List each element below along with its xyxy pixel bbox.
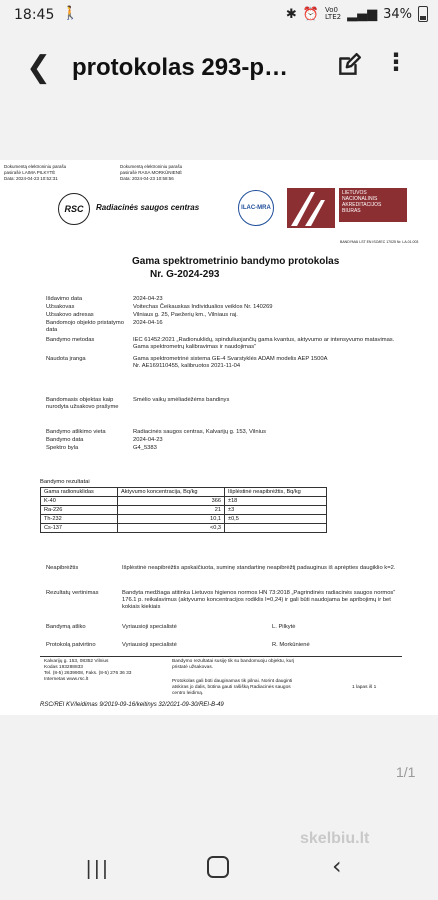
field-value: 2024-04-23 <box>133 296 163 302</box>
column-header: Išplėstinė neapibrėžtis, Bq/kg <box>225 488 327 497</box>
field-label: Bandomojo objekto pristatymo data <box>46 320 124 333</box>
system-nav-bar <box>0 840 438 900</box>
uncertainty-value: Išplėstinė neapibrėžtis apskaičiuota, suminę standartinę neapibrėžtį padauginus iš aprėpties daugiklio k=2. <box>122 565 396 571</box>
table-cell: Ra-226 <box>41 506 118 515</box>
field-label: Užsakovo adresas <box>46 312 94 318</box>
rsc-logo: RSC <box>58 193 90 225</box>
protocol-title: Gama spektrometrinio bandymo protokolas <box>132 256 340 267</box>
field-label: Naudota įranga <box>46 356 86 362</box>
table-cell: K-40 <box>41 497 118 506</box>
footer-page: 1 lapas iš 1 <box>352 685 377 690</box>
signal-icon: ▂▄▆ <box>347 6 378 22</box>
table-cell: <0,3 <box>118 524 225 533</box>
table-header-row <box>41 488 327 497</box>
table-cell: 21 <box>118 506 225 515</box>
status-bar <box>0 0 438 32</box>
document-page <box>0 160 438 715</box>
field-value: G4_5383 <box>133 445 157 451</box>
back-icon[interactable]: ‹ <box>332 852 342 880</box>
table-cell: 366 <box>118 497 225 506</box>
back-arrow-icon[interactable]: ❮ <box>26 50 52 85</box>
field-value: Vilniaus g. 25, Paežerių km., Vilniaus raj. <box>133 312 238 318</box>
evaluation-label: Rezultatų vertinimas <box>46 590 99 596</box>
app-toolbar <box>0 32 438 104</box>
table-row <box>41 506 327 515</box>
more-options-icon[interactable]: ⋮ <box>384 48 408 76</box>
battery-icon <box>418 6 428 22</box>
alarm-icon: ⏰ <box>302 6 319 22</box>
signature-left: Dokumentą elektroniniu parašu pasirašė LAIMA PILKYTĖ Data: 2024-04-23 10:52:31 <box>4 164 67 181</box>
clock: 18:45 <box>14 7 55 23</box>
table-cell: ±18 <box>225 497 327 506</box>
results-table <box>40 487 327 533</box>
accreditation-id: BANDYMAI LST EN ISO/IEC 17025 Nr. LA.01.003 <box>340 240 419 244</box>
battery-percent: 34% <box>383 6 412 22</box>
field-label: Užsakovas <box>46 304 75 310</box>
approved-name: R. Morkūnienė <box>272 642 310 648</box>
signature-right: Dokumentą elektroniniu parašu pasirašė RASA MORKŪNIENĖ Data: 2024-04-23 10:58:56 <box>120 164 183 181</box>
footer-note: Bandymo rezultatai susiję tik su bandomuoju objektu, kurį pristatė užsakovas. <box>172 659 295 670</box>
table-row <box>41 515 327 524</box>
accreditation-logo <box>287 188 335 228</box>
edit-icon[interactable] <box>336 52 362 78</box>
field-label: Bandymo metodas <box>46 337 95 343</box>
table-cell: Cs-137 <box>41 524 118 533</box>
performed-label: Bandymą atliko <box>46 624 86 630</box>
footer-address: Kalvarijų g. 153, 08352 Vilnius Kodas 193288833 Tel. (8-5) 2639908, Faks. (8-5) 276 36 33 Internetas www.rsc.lt <box>44 659 132 682</box>
watermark: skelbiu.lt <box>300 830 370 847</box>
field-value: 2024-04-23 <box>133 437 163 443</box>
footer-divider <box>40 656 402 657</box>
document-title: protokolas 293-p… <box>72 54 289 81</box>
table-cell: ±0,5 <box>225 515 327 524</box>
network-label: Vo0 LTE2 <box>325 6 342 21</box>
field-value: 2024-04-16 <box>133 320 163 326</box>
performed-name: L. Pilkytė <box>272 624 296 630</box>
table-row <box>41 524 327 533</box>
organization-name: Radiacinės saugos centras <box>96 203 200 212</box>
field-value: IEC 61452:2021 „Radionuklidų, spinduliuojančių gama kvantus, aktyvumo ar intensyvumo matavimas. Gama spektrometrų kalibravimas ir naudojimas“ <box>133 337 395 350</box>
field-value: Voitechas Čeikauskas Individualios veiklos Nr. 140269 <box>133 304 273 310</box>
table-cell <box>225 524 327 533</box>
column-header: Gama radionuklidas <box>41 488 118 497</box>
table-row <box>41 497 327 506</box>
field-label: Bandymo atlikimo vieta <box>46 429 106 435</box>
bluetooth-icon: ✱ <box>285 6 297 22</box>
license-text: RSC/REI KV/leidimas 9/2019-09-16/keitinys 32/2021-09-30/REI-B-49 <box>40 702 224 708</box>
performed-role: Vyriausioji specialistė <box>122 624 177 630</box>
accreditation-text: LIETUVOS NACIONALINIS AKREDITACIJOS BIURAS <box>339 188 407 222</box>
field-label: Išdavimo data <box>46 296 83 302</box>
field-value: Gama spektrometrinė sistema GE-4 Svarstyklės ADAM modelis AEP 1500A Nr. AE169110455, kalibruotos 2021-11-04 <box>133 356 328 369</box>
results-title: Bandymo rezultatai <box>40 479 90 485</box>
home-icon[interactable] <box>207 856 229 878</box>
approved-label: Protokolą patvirtino <box>46 642 96 648</box>
uncertainty-label: Neapibrėžtis <box>46 565 79 571</box>
field-label: Bandymo data <box>46 437 84 443</box>
approved-role: Vyriausioji specialistė <box>122 642 177 648</box>
activity-icon: 🚶 <box>62 6 79 21</box>
ilac-logo: ILAC-MRA <box>238 190 274 226</box>
footer-copy-note: Protokolas gali būti dauginamas tik pilnai. Norint dauginti atskiras jo dalis, būtina gauti rašišką Radiacinės saugos centro leidimą. <box>172 679 293 696</box>
field-value: Smėlio vaikų smėliadėžėms bandinys <box>133 397 230 403</box>
column-header: Aktyvumo koncentracija, Bq/kg <box>118 488 225 497</box>
table-cell: 10,1 <box>118 515 225 524</box>
field-label: Spektro byla <box>46 445 79 451</box>
table-cell: Th-232 <box>41 515 118 524</box>
field-value: Radiacinės saugos centras, Kalvarijų g. 153, Vilnius <box>133 429 266 435</box>
evaluation-value: Bandyta medžiaga atitinka Lietuvos higienos normos HN 73:2018 „Pagrindinės radiacinės saugos normos“ 176.1 p. reikalavimus (aktyvumo koncentracijos rodiklis I=0,24) ir gali būti naudojama be apribojimų ir bet kokiais kiekiais <box>122 590 396 610</box>
field-label: Bandomasis objektas kaip nurodyta užsakovo prašyme <box>46 397 119 410</box>
page-indicator: 1/1 <box>396 764 416 780</box>
table-cell: ±3 <box>225 506 327 515</box>
recent-apps-icon[interactable]: ||| <box>86 858 111 880</box>
protocol-number: Nr. G-2024-293 <box>150 269 220 280</box>
status-icons <box>286 6 428 22</box>
